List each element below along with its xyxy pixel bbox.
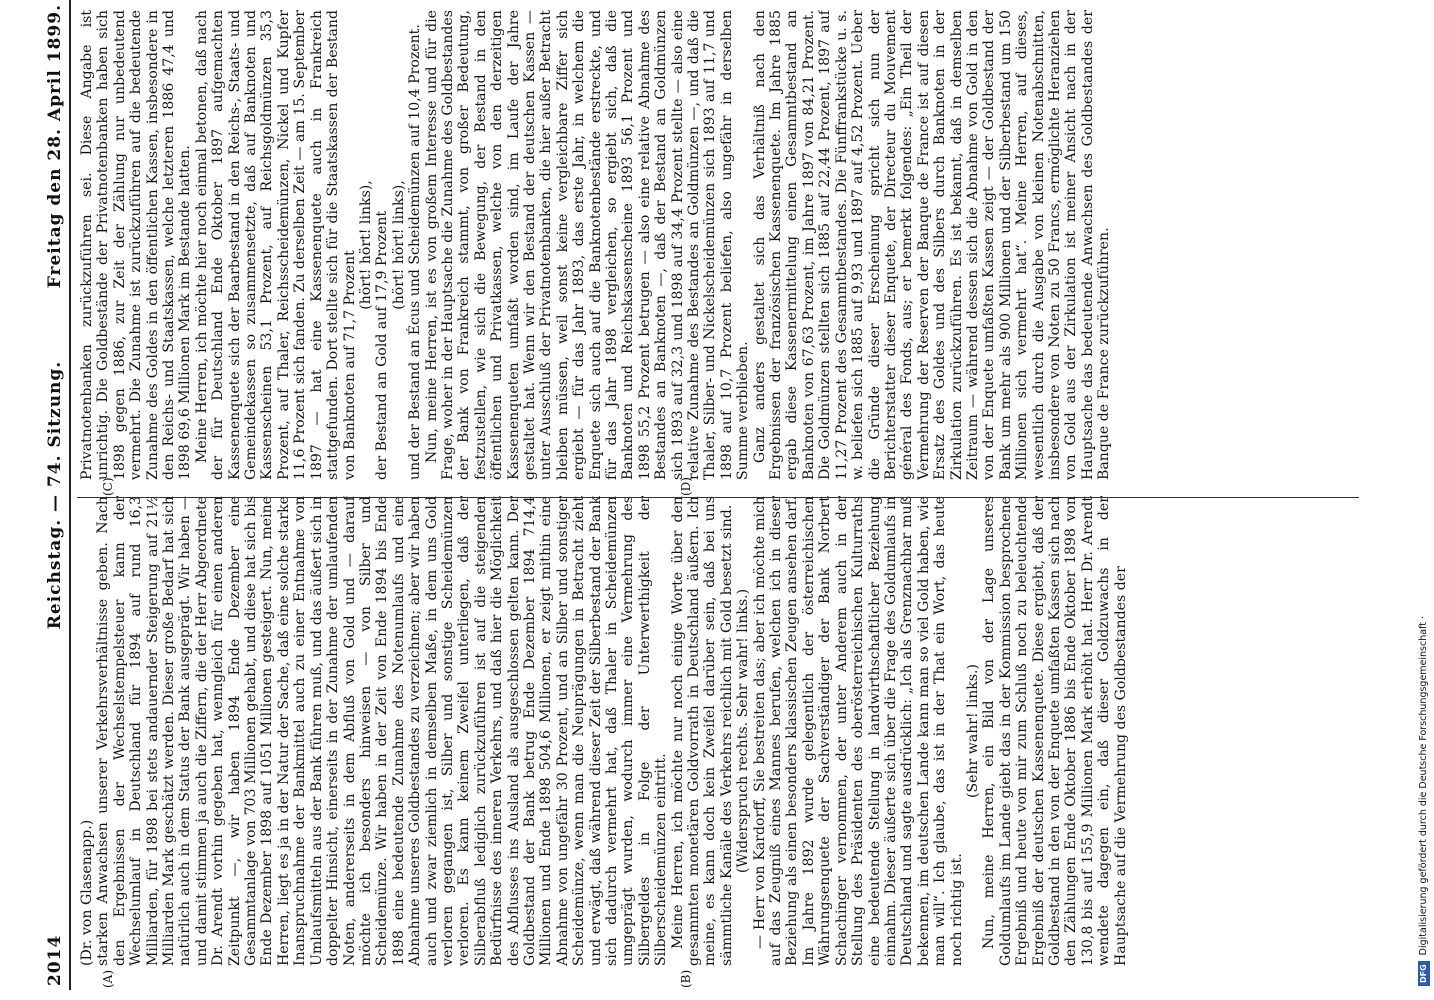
interjection: (Widerspruch rechts. Sehr wahr! links.): [735, 588, 752, 874]
paragraph: Nun, meine Herren, ein Bild von der Lage unseres Goldumlaufs im Lande giebt das in der Kommission besprochene Ergebniß und heute von mir zum Schluß noch zu beleuchtende Ergebniß der deutschen Kassenenquete. Diese ergiebt, daß der Goldbestand in den von der Enquete umfaßten Kassen sich nach den Zählungen Ende Oktober 1886 bis Ende Oktober 1898 von 130,8 bis auf 155,9 Millionen Mark erhöht hat. Herr Dr. Arendt wendete dagegen ein, daß dieser Goldzuwachs in der Hauptsache auf die Vermehrung des Goldbestandes der: [981, 496, 1129, 966]
dfg-logo: DFG: [1418, 961, 1430, 986]
header-rule: [69, 0, 71, 990]
paragraph: und der Bestand an Écus und Scheidemünzen auf 10,4 Prozent.: [407, 24, 424, 480]
paragraph: — Herr von Kardorff, Sie bestreiten das; aber ich möchte mich auf das Zeugniß eines Mannes berufen, welchen ich in dieser Beziehung als einen besonders klassischen Zeugen ansehen darf. Im Jahre 1892 wurde gelegentlich der österreichischen Währungsenquete der Sachverständiger der Bank Norbert Schachinger vernommen, der unter Anderem auch in der Stellung des Präsidenten des oberösterreichischen Kulturraths eine bedeutende Stellung in landwirthschaftlicher Beziehung einnahm. Dieser äußerte sich über die Frage des Goldumlaufs in Deutschland und sagte ausdrücklich: „Ich als Grenznachbar muß bekennen, im deutschen Lande kann man so viel Gold haben, wie man will“. Ich glaube, das ist in der That ein Wort, das heute noch richtig ist.: [751, 496, 965, 966]
session-title: Reichstag. — 74. Sitzung.: [45, 360, 65, 630]
margin-mark-a: (A): [101, 969, 115, 988]
running-head: [39, 0, 73, 990]
paragraph: Privatnotenbanken zurückzuführen sei. Diese Angabe ist unrichtig. Die Goldbestände der Privatnotenbanken haben sich 1898 gegen 1886, zur Zeit der Zählung nur unbedeutend vermehrt. Die Zunahme ist zurückzuführen auf die bedeutende Zunahme des Goldes in den öffentlichen Kassen, insbesondere in den Reichs- und Staatskassen, welche letzteren 1886 47,4 und 1898 69,6 Millionen Mark im Bestande hatten.: [79, 10, 194, 480]
paragraph: Nun, meine Herren, ist es von großem Interesse und für die Frage, woher in der Hauptsache die Zunahme des Goldbestandes der Bank von Frankreich stammt, von großer Bedeutung, festzustellen, wie sich die Bewegung, der Bestand in den öffentlichen und Privatkassen, welche von den derzeitigen Kassenenqueten umfaßt worden sind, im Laufe der Jahre gestaltet hat. Wenn wir den Bestand der deutschen Kassen — unter Ausschluß der Privatnotenbanken, die hier außer Betracht bleiben müssen, weil sonst keine vergleichbare Ziffer sich ergiebt — für das Jahr 1893, das erste Jahr, in welchem die Enquete sich auch auf die Banknotenbestände erstreckte, und für das Jahr 1898 vergleichen, so ergiebt sich, daß die Banknoten und Reichskassenscheine 1893 56,1 Prozent und 1898 55,2 Prozent betrugen — also eine relative Abnahme des Bestandes an Banknoten —, daß der Bestand an Goldmünzen sich 1893 auf 32,3 und 1898 auf 34,4 Prozent stellte — also eine relative Zunahme des Bestandes an Goldmünzen —, und daß die Thaler, Silber- und Nickelscheidemünzen sich 1893 auf 11,7 und 1898 auf 10,7 Prozent beliefen, also ungefähr in derselben Summe verblieben.: [423, 10, 752, 480]
margin-mark-c: (C): [101, 477, 115, 496]
interjection: (hört! hört! links),: [390, 180, 407, 310]
rotated-text-page: [39, 0, 1369, 990]
left-column: [79, 496, 1361, 966]
credit-text: Digitalisierung gefördert durch die Deutsche Forschungsgemeinschaft ·: [1418, 615, 1429, 956]
right-column: [79, 10, 1361, 480]
interjection: (hört! hört! links),: [357, 180, 374, 310]
margin-mark-b: (B): [679, 969, 693, 988]
paragraph: Meine Herren, ich möchte nur noch einige Worte über den gesammten monetären Goldvorrath in Deutschland äußern. Ich meine, es kann doch kein Zweifel darüber sein, daß bei uns sämmtliche Kanäle des Verkehrs reichlich mit Gold besetzt sind.: [669, 496, 735, 966]
speaker-note: (Dr. von Glasenapp.): [79, 819, 95, 966]
margin-mark-d: (D): [679, 477, 693, 496]
paragraph: der Bestand an Gold auf 17,9 Prozent: [374, 210, 391, 480]
digitization-credit: [1414, 0, 1434, 1000]
column-divider: [77, 497, 1359, 498]
digitization-credit-text: [1414, 0, 1434, 1000]
paragraph: Ganz anders gestaltet sich das Verhältniß nach den Ergebnissen der französischen Kassenenquete. Im Jahre 1885 ergab diese Kassenermittelung einen Gesammtbestand an Banknoten von 67,63 Prozent, im Jahre 1897 von 84,21 Prozent. Die Goldmünzen stellten sich 1885 auf 22,44 Prozent, 1897 auf 11,27 Prozent des Gesammtbestandes. Die Fünffrankstücke u. s. w. beliefen sich 1885 auf 9,93 und 1897 auf 4,52 Prozent. Ueber die Gründe dieser Erscheinung spricht sich nun der Berichterstatter dieser Enquete, der Directeur du Mouvement général des Fonds, aus; er bemerkt folgendes: „Ein Theil der Vermehrung der Reserven der Banque de France ist auf diesen Ersatz des Goldes und des Silbers durch Banknoten in der Zirkulation zurückzuführen. Es ist bekannt, daß in demselben Zeitraum — während dessen sich die Abnahme von Gold in den von der Enquete umfaßten Kassen zeigt — der Goldbestand der Bank um mehr als 900 Millionen und der Silberbestand um 150 Millionen sich vermehrt hat“. Meine Herren, auf dieses, wesentlich durch die Ausgabe von kleinen Notenabschnitten, insbesondere von Noten zu 50 Francs, ermöglichte Heranziehen von Gold aus der Zirkulation ist meiner Ansicht nach in der Hauptsache das bedeutende Anwachsen des Goldbestandes der Banque de France zurückzuführen.: [751, 10, 1113, 480]
session-date: Freitag den 28. April 1899.: [45, 4, 65, 289]
page-number: 2014: [45, 934, 65, 986]
interjection: (Sehr wahr! links.): [964, 663, 981, 799]
paragraph: Meine Herren, ich möchte hier noch einmal betonen, daß nach der für Deutschland Ende Oktober 1897 aufgemachten Kassenenquete sich der Baarbestand in den Reichs-, Staats- und Gemeindekassen so zusammensetzte, daß auf Banknoten und Kassenscheinen 53,1 Prozent, auf Reichsgoldmünzen 35,3 Prozent, auf Thaler, Reichsscheidemünzen, Nickel und Kupfer 11,6 Prozent sich fanden. Zu derselben Zeit — am 15. September 1897 — hat eine Kassenenquete auch in Frankreich stattgefunden. Dort stellte sich für die Staatskassen der Bestand von Banknoten auf 71,7 Prozent: [193, 10, 358, 480]
paragraph: starken Anwachsen unserer Verkehrsverhältnisse geben. Nach den Ergebnissen der Wechselstempelsteuer kann der Wechselumlauf in Deutschland für 1894 auf rund 16,3 Milliarden, für 1898 bei stets andauernder Steigerung auf 21½ Milliarden Mark geschätzt werden. Dieser große Bedarf hat sich natürlich auch in dem Status der Bank ausgeprägt. Wir haben — und damit stimmen ja auch die Ziffern, die der Herr Abgeordnete Dr. Arendt vorhin gegeben hat, wenngleich für einen anderen Zeitpunkt —, wir haben 1894 Ende Dezember eine Gesammtanlage von 703 Millionen gehabt, und diese hat sich bis Ende Dezember 1898 auf 1051 Millionen gesteigert. Nun, meine Herren, liegt es ja in der Natur der Sache, daß eine solche starke Inanspruchnahme der Bankmittel auch zu einer Entnahme von Umlaufsmitteln aus der Bank führen muß, und das äußert sich in doppelter Hinsicht, einerseits in der Zunahme der umlaufenden Noten, andererseits in dem Abfluß von Gold und — darauf möchte ich besonders hinweisen — von Silber und Scheidemünze. Wir haben in der Zeit von Ende 1894 bis Ende 1898 eine bedeutende Zunahme des Notenumlaufs und eine Abnahme unseres Goldbestandes zu verzeichnen; aber wir haben auch und zwar ziemlich in demselben Maße, in dem uns Gold verloren gegangen ist, Silber und sonstige Scheidemünzen verloren. Es kann keinem Zweifel unterliegen, daß der Silberabfluß lediglich zurückzuführen ist auf die steigenden Bedürfnisse des inneren Verkehrs, und daß hier die Möglichkeit des Abflusses ins Ausland als ausgeschlossen gelten kann. Der Goldbestand der Bank betrug Ende Dezember 1894 714,4 Millionen und Ende 1898 504,6 Millionen, er zeigt mithin eine Abnahme von ungefähr 30 Prozent, und an Silber und sonstiger Scheidemünze, wenn man die Neuprägungen in Betracht zieht und erwägt, daß während dieser Zeit der Silberbestand der Bank sich dadurch vermehrt hat, daß Thaler in Scheidemünzen umgeprägt wurden, wodurch immer eine Vermehrung des Silbergeldes in Folge der Unterwerthigkeit der Silberscheidemünzen eintritt.: [95, 496, 670, 966]
